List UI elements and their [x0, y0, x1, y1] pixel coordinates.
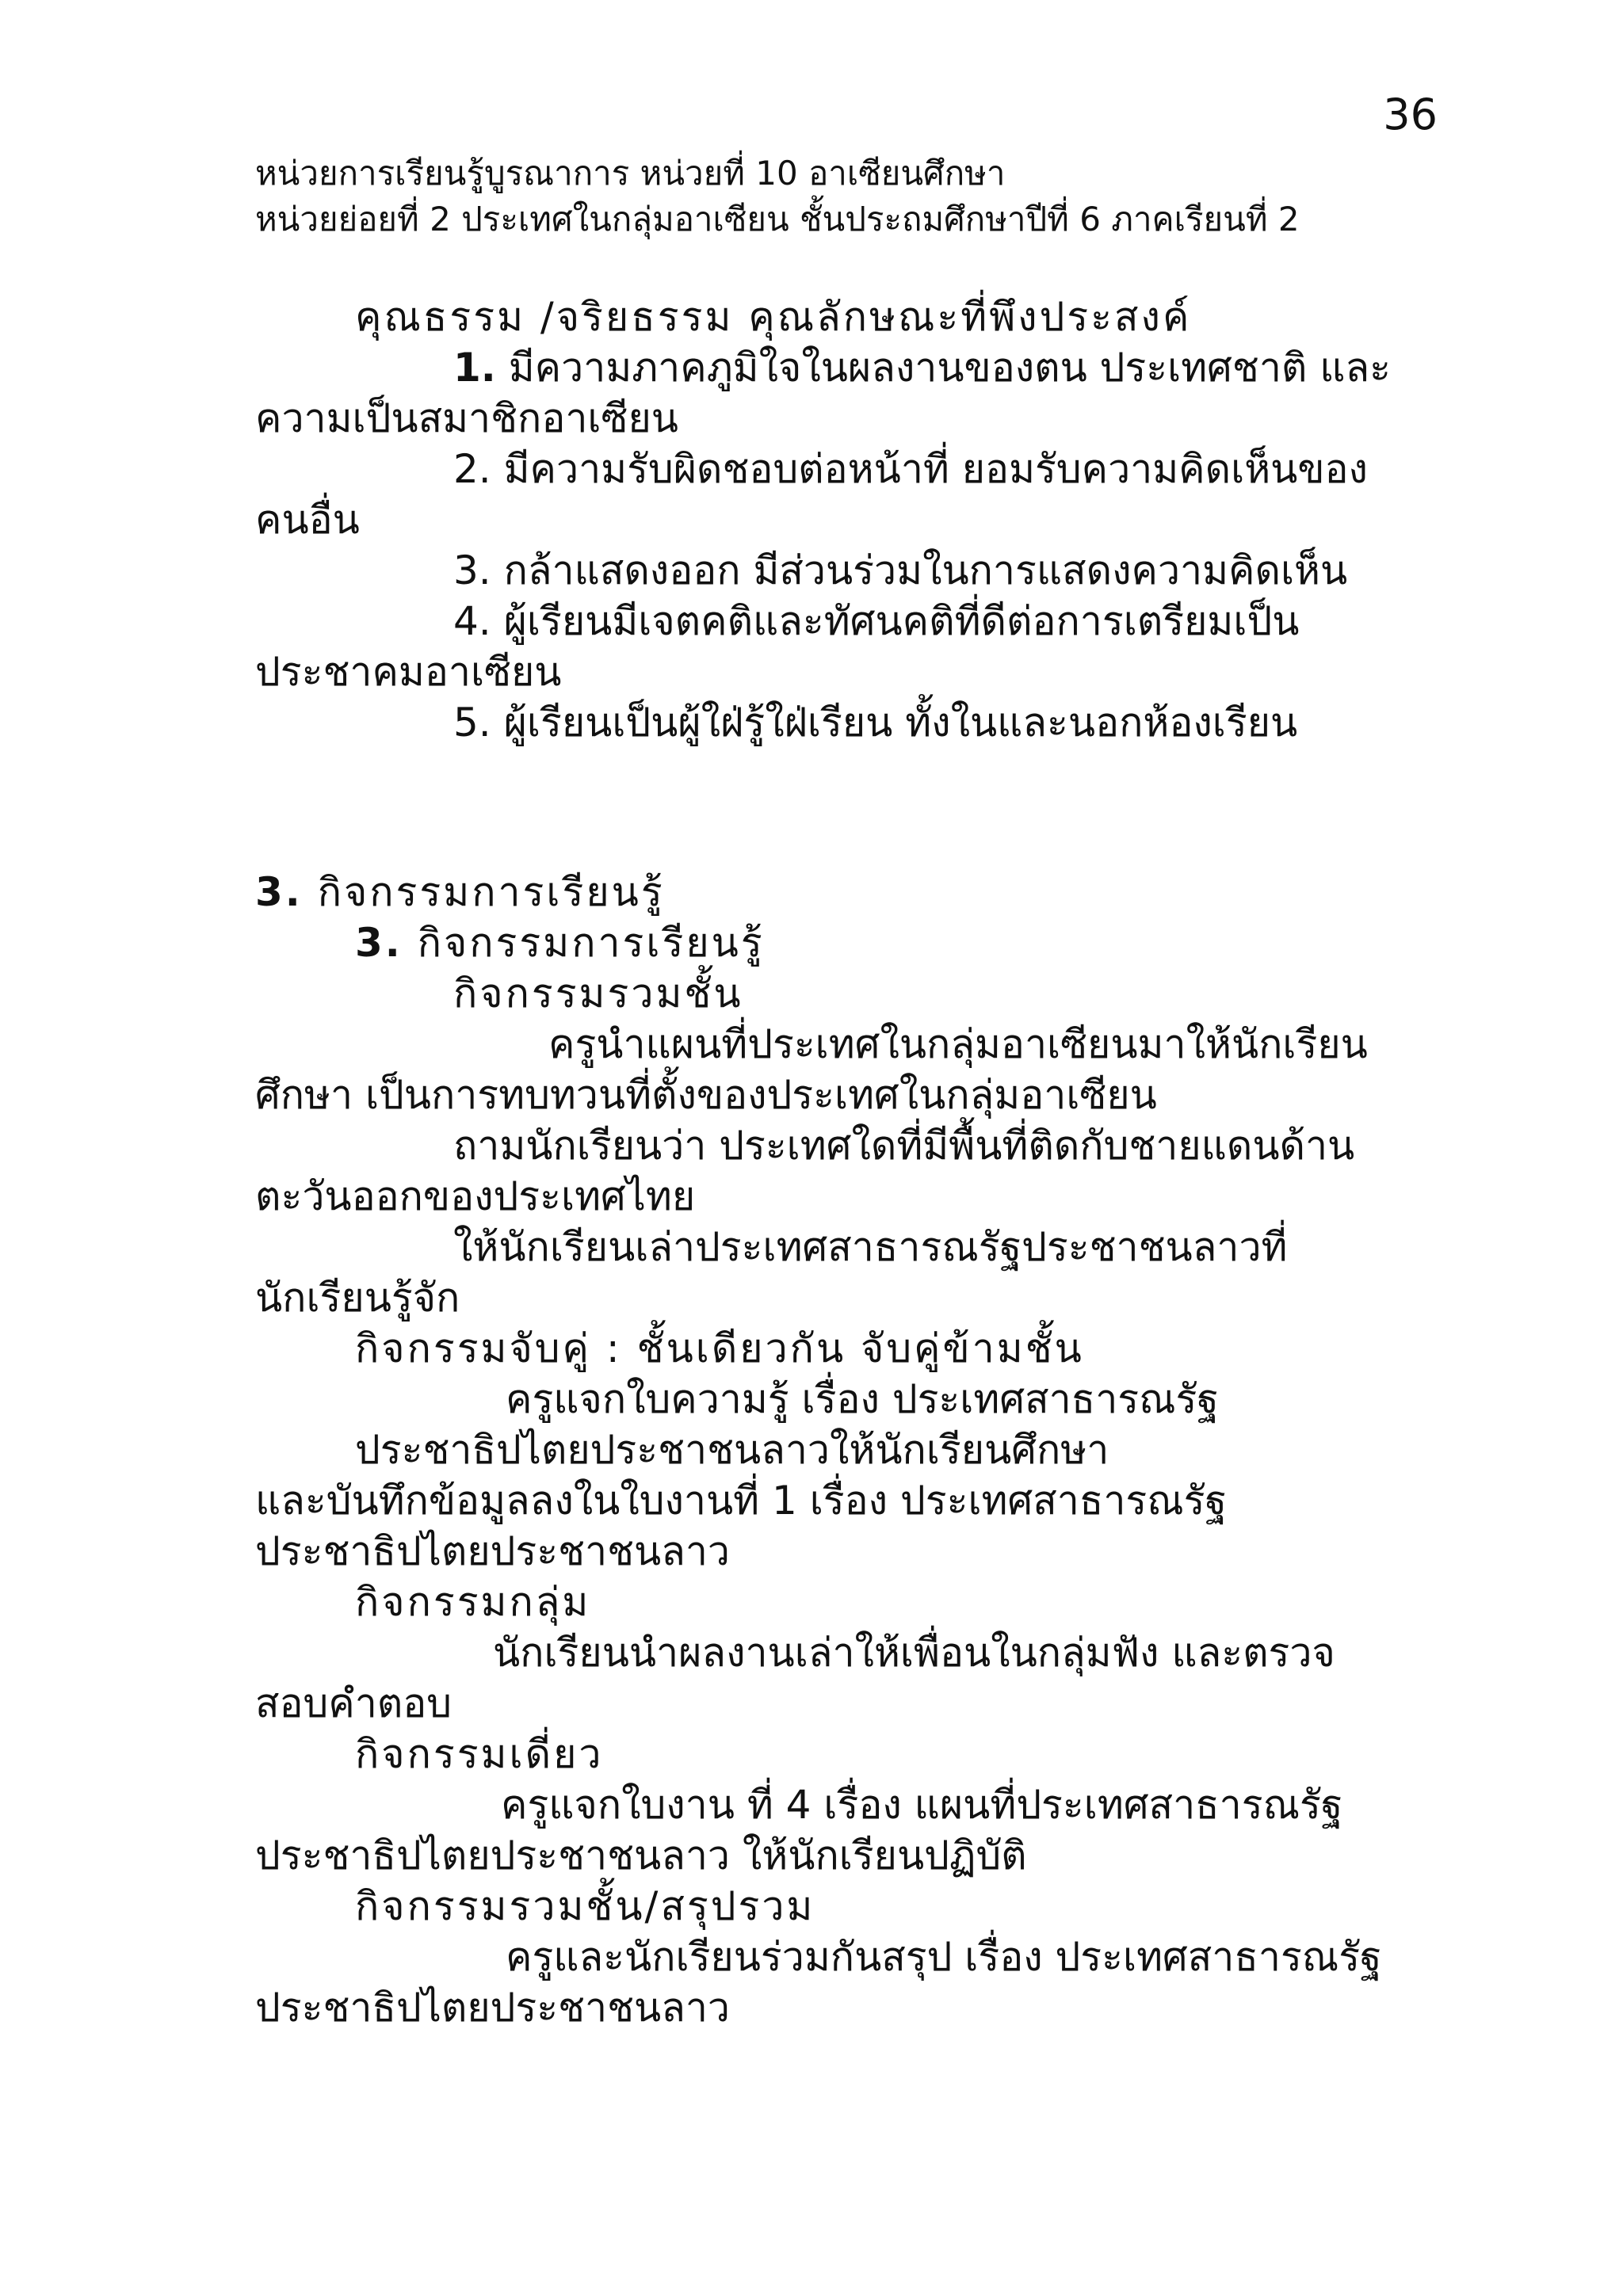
group-activity-step-1-continued: สอบคำตอบ — [255, 1680, 453, 1726]
section-title: กิจกรรมการเรียนรู้ — [302, 869, 665, 915]
ethics-item-5: 5. ผู้เรียนเป็นผู้ใฝ่รู้ใฝ่เรียน ทั้งในและนอกห้องเรียน — [453, 700, 1298, 746]
pair-activity-step-1-continued: ประชาธิปไตยประชาชนลาวให้นักเรียนศึกษา — [355, 1427, 1109, 1473]
document-body — [255, 292, 1444, 2033]
whole-class-step-3: ให้นักเรียนเล่าประเทศสาธารณรัฐประชาชนลาวที่ — [453, 1224, 1288, 1270]
document-header — [255, 151, 1465, 242]
summary-activity-heading: กิจกรรมรวมชั้น/สรุปรวม — [355, 1883, 815, 1929]
ethics-item-4-continued: ประชาคมอาเซียน — [255, 649, 562, 695]
pair-activity-step-1-continued-3: ประชาธิปไตยประชาชนลาว — [255, 1528, 730, 1574]
solo-activity-heading: กิจกรรมเดี่ยว — [355, 1731, 604, 1777]
group-activity-step-1: นักเรียนนำผลงานเล่าให้เพื่อนในกลุ่มฟัง และตรวจ — [493, 1630, 1335, 1676]
ethics-heading: คุณธรรม /จริยธรรม คุณลักษณะที่พึงประสงค์ — [355, 294, 1192, 340]
ethics-item-1-text: มีความภาคภูมิใจในผลงานของตน ประเทศชาติ และ — [495, 345, 1392, 391]
whole-class-step-1: ครูนำแผนที่ประเทศในกลุ่มอาเซียนมาให้นักเรียน — [548, 1021, 1368, 1067]
whole-class-step-1-continued: ศึกษา เป็นการทบทวนที่ตั้งของประเทศในกลุ่มอาเซียน — [255, 1072, 1157, 1118]
subsection-title: กิจกรรมการเรียนรู้ — [402, 920, 765, 966]
ethics-item-2: 2. มีความรับผิดชอบต่อหน้าที่ ยอมรับความคิดเห็นของ — [453, 446, 1368, 492]
solo-activity-step-1-continued: ประชาธิปไตยประชาชนลาว ให้นักเรียนปฏิบัติ — [255, 1833, 1027, 1878]
pair-activity-step-1-continued-2: และบันทึกข้อมูลลงในใบงานที่ 1 เรื่อง ประเทศสาธารณรัฐ — [255, 1478, 1228, 1524]
section-number: 3. — [255, 869, 303, 915]
summary-activity-step-1: ครูและนักเรียนร่วมกันสรุป เรื่อง ประเทศสาธารณรัฐ — [506, 1934, 1382, 1980]
subsection-number: 3. — [355, 920, 403, 966]
ethics-item-1 — [255, 342, 1444, 393]
ethics-item-2-continued: คนอื่น — [255, 497, 360, 543]
section-heading-activities — [255, 867, 1444, 917]
solo-activity-step-1: ครูแจกใบงาน ที่ 4 เรื่อง แผนที่ประเทศสาธารณรัฐ — [501, 1782, 1343, 1828]
whole-class-step-2: ถามนักเรียนว่า ประเทศใดที่มีพื้นที่ติดกับชายแดนด้าน — [453, 1123, 1355, 1169]
subsection-heading-activities — [255, 917, 1444, 968]
ethics-item-1-number: 1. — [453, 345, 496, 391]
whole-class-step-3-continued: นักเรียนรู้จัก — [255, 1275, 460, 1321]
ethics-item-1-continued: ความเป็นสมาชิกอาเซียน — [255, 395, 678, 441]
group-activity-heading: กิจกรรมกลุ่ม — [355, 1579, 591, 1625]
ethics-item-4: 4. ผู้เรียนมีเจตคติและทัศนคติที่ดีต่อการเตรียมเป็น — [453, 598, 1300, 644]
page-number: 36 — [1383, 90, 1438, 139]
header-subunit-line: หน่วยย่อยที่ 2 ประเทศในกลุ่มอาเซียน ชั้นประถมศึกษาปีที่ 6 ภาคเรียนที่ 2 — [255, 200, 1300, 238]
header-unit-line: หน่วยการเรียนรู้บูรณาการ หน่วยที่ 10 อาเซียนศึกษา — [255, 154, 1006, 193]
section-spacer — [255, 748, 1444, 867]
whole-class-heading: กิจกรรมรวมชั้น — [453, 971, 743, 1016]
whole-class-step-2-continued: ตะวันออกของประเทศไทย — [255, 1173, 696, 1219]
pair-activity-step-1: ครูแจกใบความรู้ เรื่อง ประเทศสาธารณรัฐ — [506, 1376, 1219, 1422]
pair-activity-heading: กิจกรรมจับคู่ : ชั้นเดียวกัน จับคู่ข้ามชั้น — [355, 1325, 1084, 1371]
summary-activity-step-1-continued: ประชาธิปไตยประชาชนลาว — [255, 1985, 730, 2031]
ethics-item-3: 3. กล้าแสดงออก มีส่วนร่วมในการแสดงความคิดเห็น — [453, 547, 1348, 593]
